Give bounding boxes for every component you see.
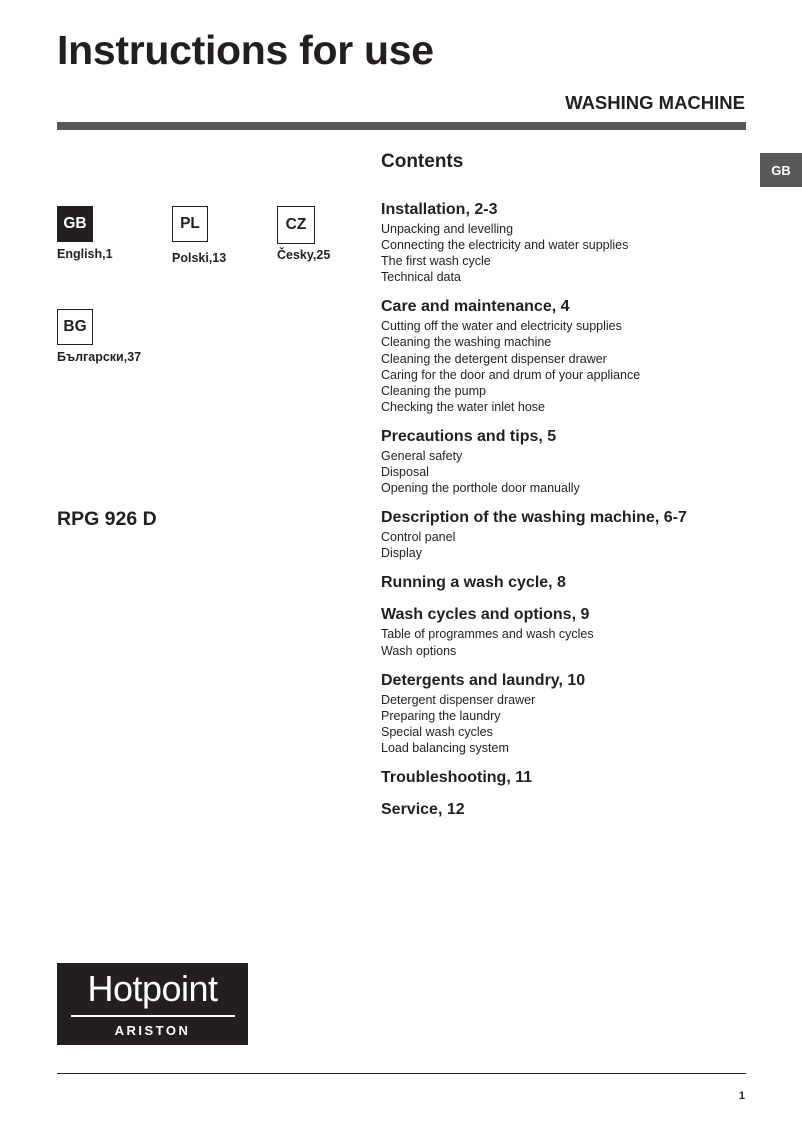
toc-item[interactable]: Load balancing system	[381, 740, 509, 755]
logo-divider	[71, 1015, 235, 1017]
toc-section-title[interactable]: Running a wash cycle, 8	[381, 574, 566, 592]
language-label: Български,37	[57, 350, 142, 364]
language-gb[interactable]	[57, 206, 167, 261]
toc-item[interactable]: Detergent dispenser drawer	[381, 692, 536, 707]
toc-item[interactable]: Cleaning the pump	[381, 383, 486, 398]
toc-item[interactable]: Display	[381, 546, 422, 561]
logo-brand-text: Hotpoint	[87, 968, 218, 1009]
toc-section-title[interactable]: Detergents and laundry, 10	[381, 671, 586, 689]
toc-section-detergents	[381, 670, 761, 756]
toc-item[interactable]: Wash options	[381, 643, 457, 658]
toc-item[interactable]: Cleaning the detergent dispenser drawer	[381, 351, 607, 366]
toc-section-description	[381, 507, 761, 561]
language-code-box: PL	[172, 206, 208, 242]
toc-section-installation	[381, 199, 761, 285]
document-subtitle: WASHING MACHINE	[565, 92, 745, 113]
toc-item[interactable]: Technical data	[381, 270, 461, 285]
toc-section-title[interactable]: Troubleshooting, 11	[381, 768, 533, 786]
contents-heading: Contents	[381, 151, 464, 172]
toc-section-title[interactable]: Installation, 2-3	[381, 201, 498, 218]
model-number: RPG 926 D	[57, 508, 157, 530]
toc-section-service	[381, 799, 761, 821]
footer-rule	[57, 1073, 746, 1074]
toc-item[interactable]: Cleaning the washing machine	[381, 335, 552, 350]
toc-section-title[interactable]: Care and maintenance, 4	[381, 298, 570, 316]
toc-item[interactable]: Table of programmes and wash cycles	[381, 627, 594, 642]
language-code-box: BG	[57, 309, 93, 345]
toc-section-title[interactable]: Precautions and tips, 5	[381, 427, 557, 445]
language-cz[interactable]	[277, 206, 387, 262]
toc-section-running	[381, 572, 761, 594]
toc-section-title[interactable]: Description of the washing machine, 6-7	[381, 509, 687, 527]
toc-item[interactable]: Caring for the door and drum of your appliance	[381, 367, 641, 382]
language-label: Česky,25	[277, 248, 331, 262]
language-code-box: CZ	[277, 206, 315, 244]
toc-item[interactable]: Preparing the laundry	[381, 708, 501, 723]
toc-section-title[interactable]: Wash cycles and options, 9	[381, 606, 590, 624]
language-side-tab: GB	[760, 153, 802, 187]
toc-item[interactable]: General safety	[381, 448, 463, 463]
toc-item[interactable]: Checking the water inlet hose	[381, 399, 545, 414]
toc-section-precautions	[381, 426, 761, 496]
language-bg[interactable]	[57, 309, 167, 364]
language-code-box: GB	[57, 206, 93, 242]
toc-item[interactable]: Control panel	[381, 530, 456, 545]
toc-item[interactable]: Unpacking and levelling	[381, 222, 514, 236]
toc-item[interactable]: Special wash cycles	[381, 724, 493, 739]
toc-section-care	[381, 296, 761, 415]
document-title: Instructions for use	[57, 27, 434, 73]
toc-item[interactable]: Opening the porthole door manually	[381, 481, 580, 496]
language-label: Polski,13	[172, 251, 227, 265]
language-label: English,1	[57, 247, 113, 261]
logo-sub-text: ARISTON	[114, 1023, 191, 1038]
toc-item[interactable]: The first wash cycle	[381, 254, 491, 269]
toc-section-wash-cycles	[381, 604, 761, 658]
hotpoint-ariston-logo	[57, 963, 248, 1045]
toc-section-title[interactable]: Service, 12	[381, 800, 465, 818]
table-of-contents	[381, 199, 761, 821]
language-pl[interactable]	[172, 206, 282, 265]
toc-section-troubleshooting	[381, 767, 761, 789]
page-number: 1	[738, 1090, 745, 1102]
toc-item[interactable]: Disposal	[381, 465, 429, 480]
toc-item[interactable]: Connecting the electricity and water supplies	[381, 238, 629, 253]
header-rule	[57, 122, 746, 130]
toc-item[interactable]: Cutting off the water and electricity supplies	[381, 319, 622, 334]
